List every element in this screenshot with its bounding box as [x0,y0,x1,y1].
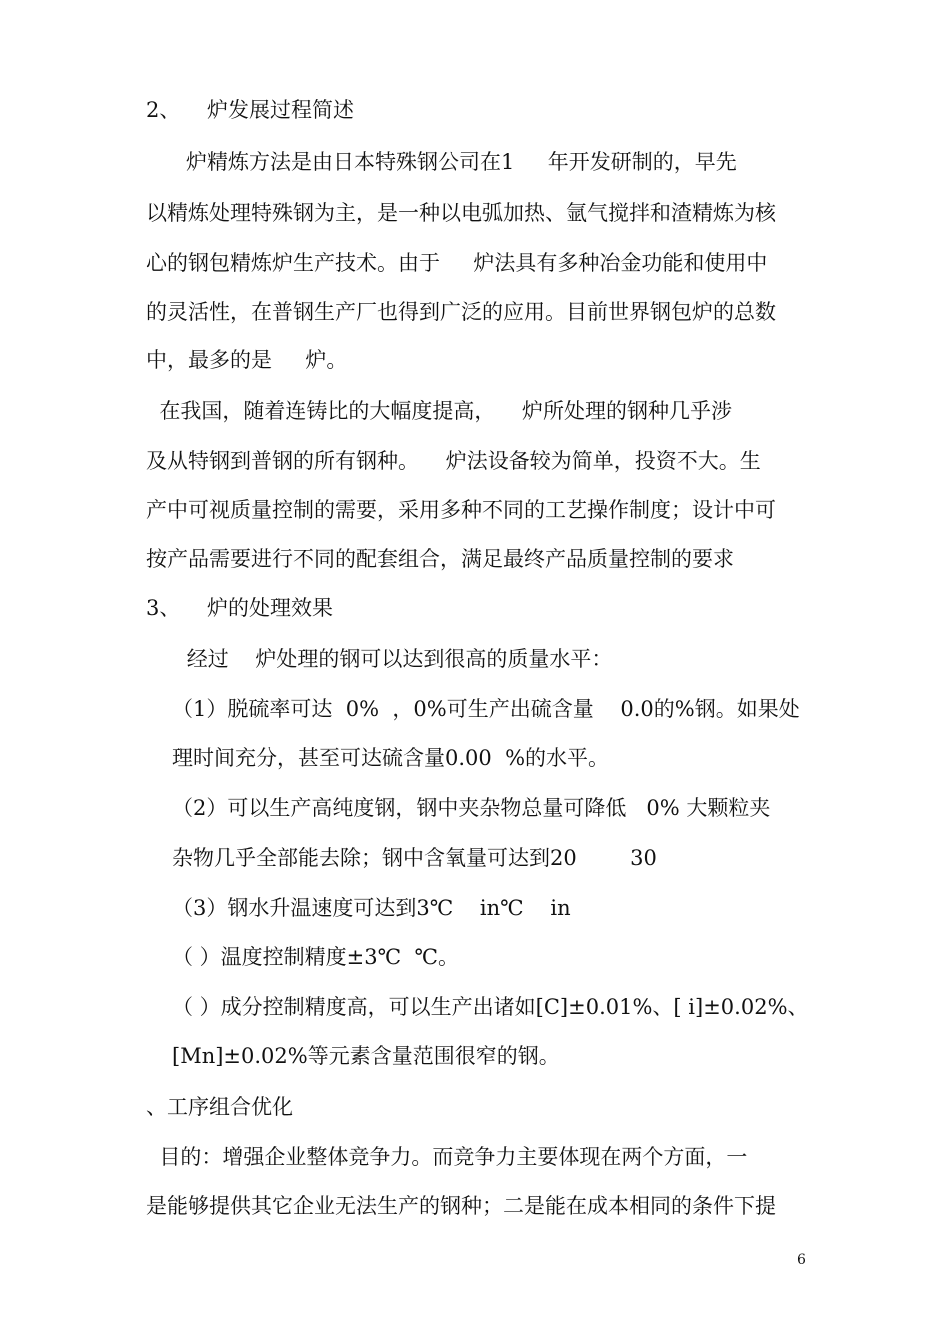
paragraph-line: 目的：增强企业整体竞争力。而竞争力主要体现在两个方面，一 [146,1145,748,1169]
list-item-1-continued: 理时间充分，甚至可达硫含量0.00 %的水平。 [172,746,610,770]
paragraph-line: 的灵活性，在普钢生产厂也得到广泛的应用。目前世界钢包炉的总数 [146,300,776,324]
list-item-3: （3）钢水升温速度可达到3℃ in℃ in [172,896,571,920]
page-number: 6 [797,1252,806,1268]
paragraph-line: 产中可视质量控制的需要，采用多种不同的工艺操作制度；设计中可 [146,498,776,522]
paragraph-line: 心的钢包精炼炉生产技术。由于 炉法具有多种冶金功能和使用中 [146,251,768,275]
paragraph-line: 以精炼处理特殊钢为主，是一种以电弧加热、氩气搅拌和渣精炼为核 [146,201,776,225]
list-item-2: （2）可以生产高纯度钢，钢中夹杂物总量可降低 0% 大颗粒夹 [172,796,771,820]
list-item-4: （ ）温度控制精度±3℃ ℃。 [172,945,459,969]
list-item-1: （1）脱硫率可达 0% ，0%可生产出硫含量 0.0的%钢。如果处 [172,697,800,721]
paragraph-line: 按产品需要进行不同的配套组合，满足最终产品质量控制的要求 [146,547,734,571]
paragraph-line: 及从特钢到普钢的所有钢种。 炉法设备较为简单，投资不大。生 [146,449,761,473]
paragraph-line: 经过 炉处理的钢可以达到很高的质量水平： [160,647,613,671]
heading-section-3: 3、 炉的处理效果 [146,596,334,620]
heading-section: 、工序组合优化 [146,1095,293,1119]
list-item-2-continued: 杂物几乎全部能去除；钢中含氧量可达到20 30 [172,846,657,870]
paragraph-line: 炉精炼方法是由日本特殊钢公司在1 年开发研制的，早先 [146,150,737,174]
list-item-5-continued: [Mn]±0.02%等元素含量范围很窄的钢。 [172,1044,560,1068]
paragraph-line: 在我国，随着连铸比的大幅度提高， 炉所处理的钢种几乎涉 [146,399,733,423]
paragraph-line: 中，最多的是 炉。 [146,348,348,372]
list-item-5: （ ）成分控制精度高，可以生产出诸如[C]±0.01%、[ i]±0.02%、 [172,995,809,1019]
heading-section-2: 2、 炉发展过程简述 [146,98,355,122]
paragraph-line: 是能够提供其它企业无法生产的钢种；二是能在成本相同的条件下提 [146,1194,776,1218]
